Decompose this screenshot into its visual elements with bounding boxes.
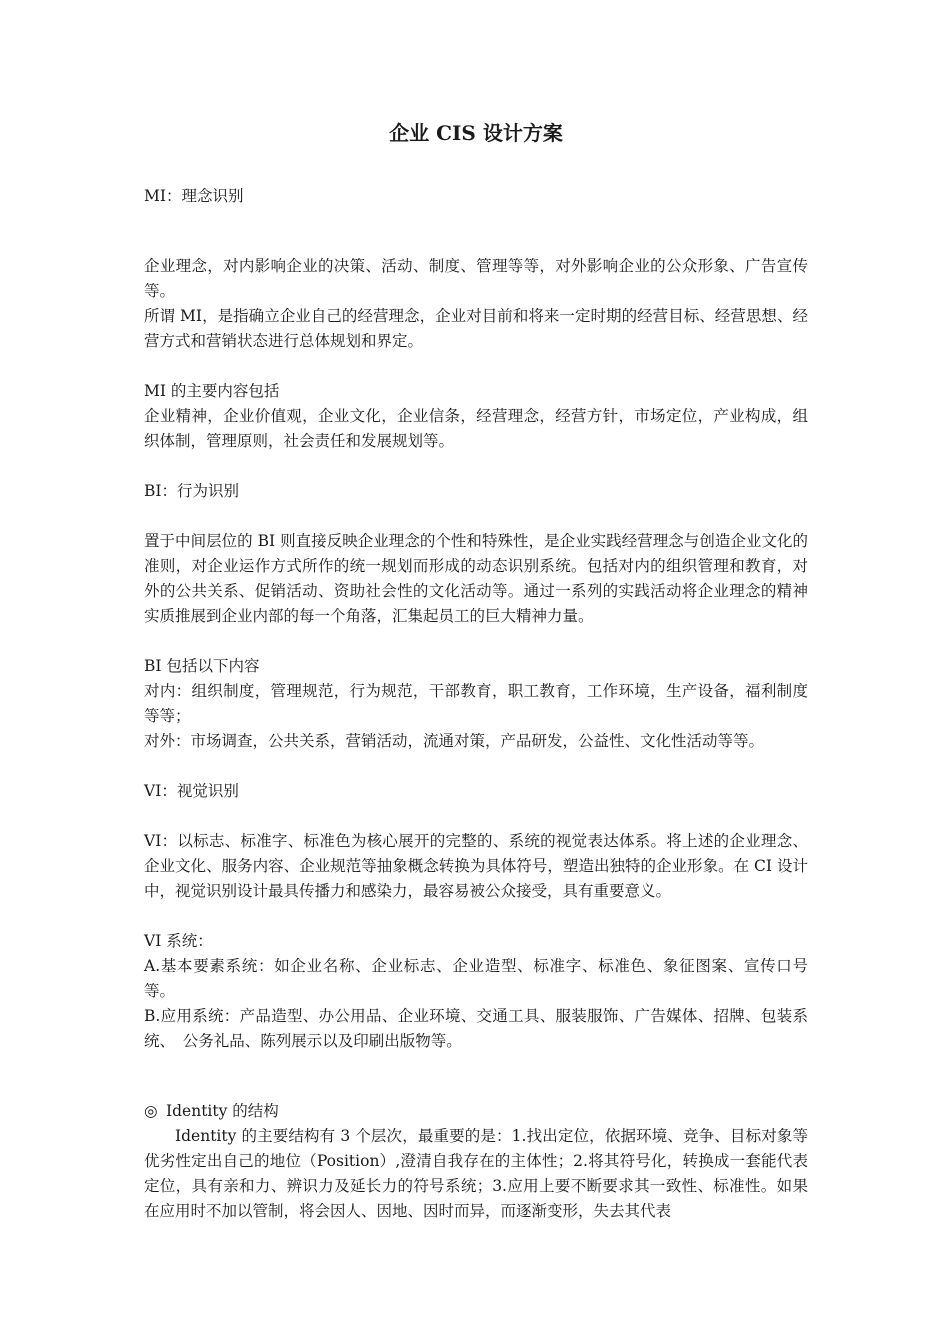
spacer (144, 804, 808, 829)
document-title: 企业 CIS 设计方案 (389, 121, 563, 145)
document-page (144, 118, 808, 1224)
double-circle-icon: ◎ (144, 1102, 158, 1120)
vi-system-b: B.应用系统：产品造型、办公用品、企业环境、交通工具、服装服饰、广告媒体、招牌、包装系统、 公务礼品、陈列展示以及印刷出版物等。 (144, 1007, 808, 1050)
bi-heading: BI：行为识别 (144, 482, 240, 500)
identity-heading-line (144, 1099, 808, 1124)
spacer (144, 754, 808, 779)
spacer (144, 904, 808, 929)
mi-content-heading: MI 的主要内容包括 (144, 382, 280, 400)
mi-heading: MI：理念识别 (144, 187, 244, 205)
spacer (144, 629, 808, 654)
spacer (144, 209, 808, 254)
bi-content-heading: BI 包括以下内容 (144, 657, 260, 675)
vi-system-a: A.基本要素系统：如企业名称、企业标志、企业造型、标准字、标准色、象征图案、宣传口号等。 (144, 957, 808, 1000)
bi-paragraph: 置于中间层位的 BI 则直接反映企业理念的个性和特殊性，是企业实践经营理念与创造企业文化的准则，对企业运作方式所作的统一规划而形成的动态识别系统。包括对内的组织管理和教育，对外的公共关系、促销活动、资助社会性的文化活动等。通过一系列的实践活动将企业理念的精神实质推展到企业内部的每一个角落，汇集起员工的巨大精神力量。 (144, 532, 808, 625)
spacer (144, 504, 808, 529)
bi-external: 对外：市场调查，公共关系，营销活动，流通对策，产品研发，公益性、文化性活动等等。 (144, 732, 765, 750)
identity-paragraph: Identity 的主要结构有 3 个层次，最重要的是：1.找出定位，依据环境、竞争、目标对象等优劣性定出自己的地位（Position）,澄清自我存在的主体性；2.将其符号化，转换成一套能代表定位，具有亲和力、辨识力及延长力的符号系统；3.应用上要不断要求其一致性、标准性。如果在应用时不加以管制，将会因人、因地、因时而异，而逐渐变形，失去其代表 (144, 1127, 808, 1220)
spacer (144, 354, 808, 379)
bi-internal: 对内：组织制度，管理规范，行为规范，干部教育，职工教育，工作环境，生产设备，福利制度等等； (144, 682, 808, 725)
vi-system-heading: VI 系统： (144, 932, 213, 950)
spacer (144, 454, 808, 479)
vi-paragraph: VI：以标志、标准字、标准色为核心展开的完整的、系统的视觉表达体系。将上述的企业理念、企业文化、服务内容、企业规范等抽象概念转换为具体符号，塑造出独特的企业形象。在 CI 设计中，视觉识别设计最具传播力和感染力，最容易被公众接受，具有重要意义。 (144, 832, 808, 900)
vi-heading: VI：视觉识别 (144, 782, 239, 800)
spacer (144, 1054, 808, 1099)
identity-heading: Identity 的结构 (166, 1102, 279, 1120)
mi-paragraph-1: 企业理念，对内影响企业的决策、活动、制度、管理等等，对外影响企业的公众形象、广告宣传等。 (144, 257, 808, 300)
mi-paragraph-2: 所谓 MI，是指确立企业自己的经营理念，企业对目前和将来一定时期的经营目标、经营思想、经营方式和营销状态进行总体规划和界定。 (144, 307, 808, 350)
mi-content-body: 企业精神，企业价值观，企业文化，企业信条，经营理念，经营方针，市场定位，产业构成，组织体制，管理原则，社会责任和发展规划等。 (144, 407, 808, 450)
